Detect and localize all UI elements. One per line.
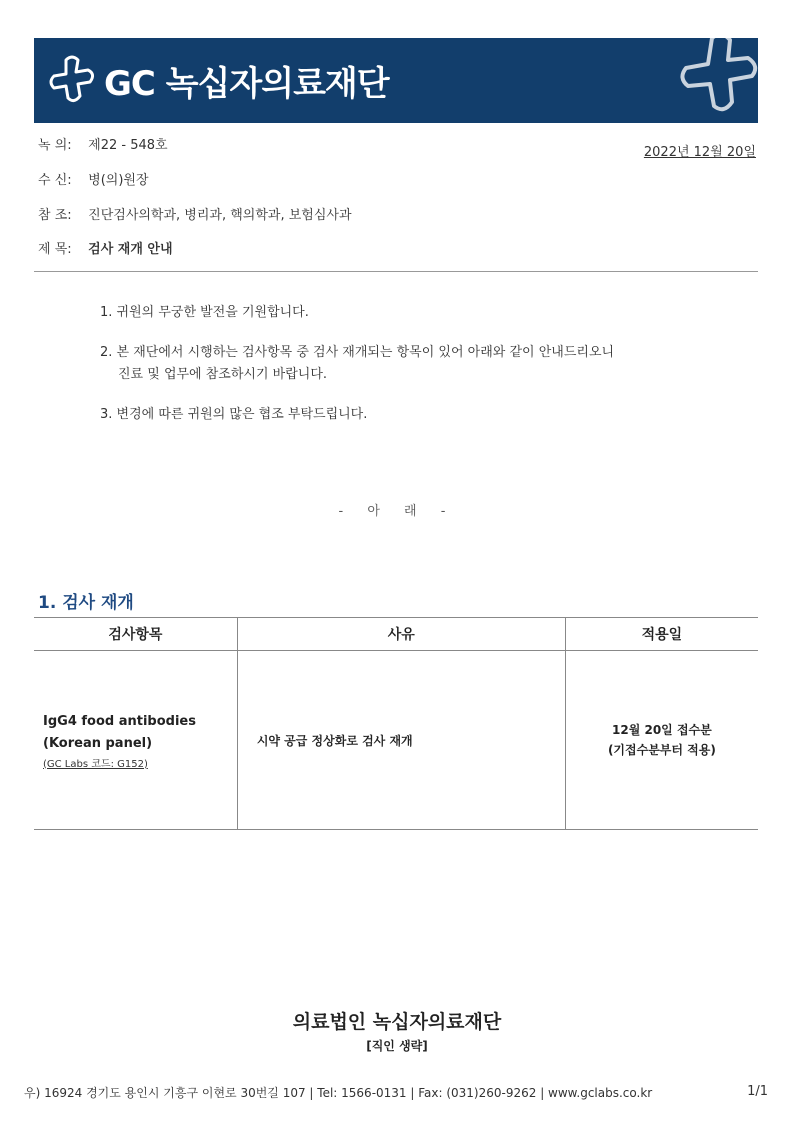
test-item-cell [34,651,237,830]
apply-date-cell [565,651,758,830]
gc-cross-logo-icon [46,54,98,106]
paragraph-3: 3. 변경에 따른 귀원의 많은 협조 부탁드립니다. [100,407,368,422]
table-header-row [34,618,758,651]
cc-value: 진단검사의학과, 병리과, 핵의학과, 보험심사과 [88,208,352,223]
page-number: 1/1 [747,1084,768,1099]
reference-label: 녹 의: [38,138,72,153]
subject-row [38,238,173,257]
test-item-code: (GC Labs 코드: G152) [43,758,148,770]
recipient-value: 병(의)원장 [88,173,149,188]
header-test-item: 검사항목 [34,618,237,651]
header-divider [34,271,758,272]
reason-cell [237,651,565,830]
cc-label: 참 조: [38,208,72,223]
subject-value: 검사 재개 안내 [88,242,173,257]
test-item-name-line-1: IgG4 food antibodies [43,713,196,729]
resume-test-table [34,617,758,830]
section-title: 1. 검사 재개 [38,593,134,613]
apply-date-line-1: 12월 20일 접수분 [612,723,712,737]
reference-number-row [38,134,168,153]
paragraph-2 [100,342,614,386]
subject-label: 제 목: [38,242,72,257]
decorative-cross-icon [672,38,758,122]
test-item-name-line-2: (Korean panel) [43,735,153,751]
recipient-row [38,169,149,188]
letterhead-banner [34,38,758,123]
document-date: 2022년 12월 20일 [643,145,756,160]
below-marker: - 아 래 - [338,504,456,519]
reason-text: 시약 공급 정상화로 검사 재개 [256,733,413,748]
recipient-label: 수 신: [38,173,72,188]
brand-name: GC 녹십자의료재단 [104,64,389,104]
header-apply-date: 적용일 [565,618,758,651]
paragraph-2-line-2: 진료 및 업무에 참조하시기 바랍니다. [118,367,328,382]
reference-value: 제22 - 548호 [88,138,168,153]
footer-address: 우) 16924 경기도 용인시 기흥구 이현로 30번길 107 | Tel: 1566-0131 | Fax: (031)260-9262 | www.gclabs.co.kr [24,1086,653,1100]
issuer-organization: 의료법인 녹십자의료재단 [292,1011,502,1033]
header-reason: 사유 [237,618,565,651]
paragraph-1: 1. 귀원의 무궁한 발전을 기원합니다. [100,305,309,320]
table-row [34,651,758,830]
apply-date-line-2: (기접수분부터 적용) [607,743,716,757]
cc-row [38,204,352,223]
seal-omitted-note: [직인 생략] [366,1039,428,1053]
paragraph-2-line-1: 2. 본 재단에서 시행하는 검사항목 중 검사 재개되는 항목이 있어 아래와 같이 안내드리오니 [100,345,615,360]
